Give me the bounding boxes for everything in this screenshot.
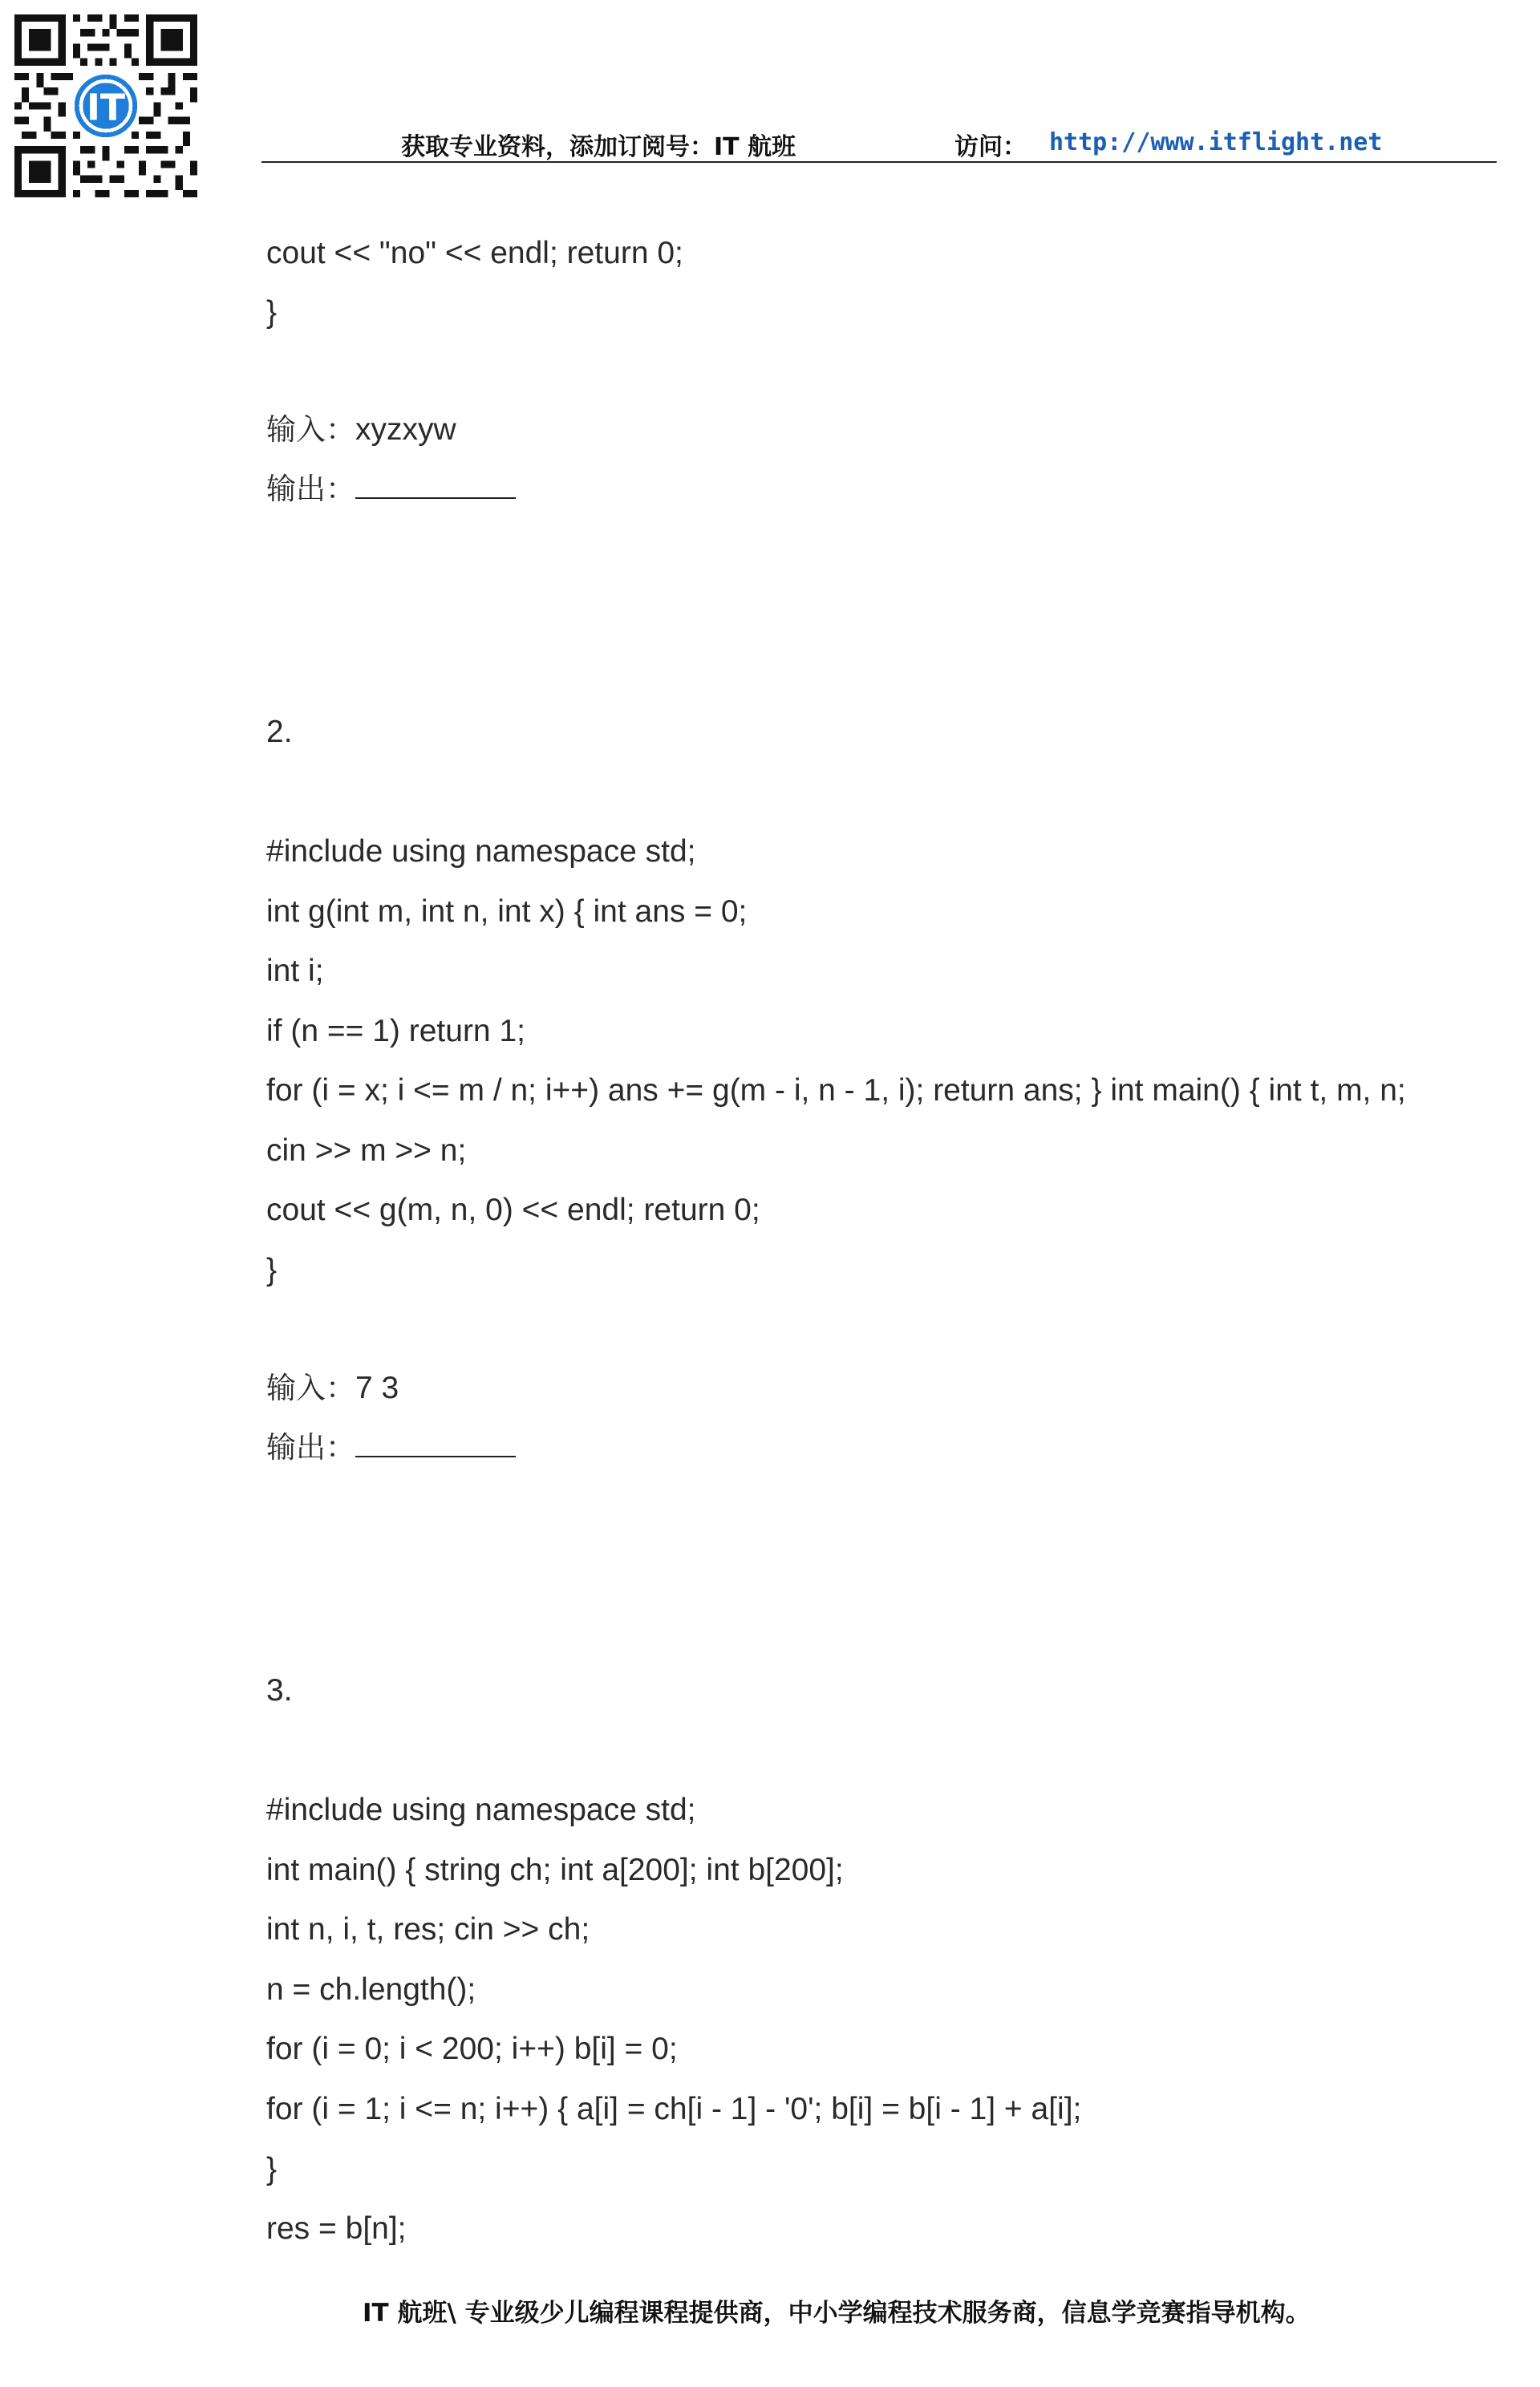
qr-code-icon — [14, 14, 197, 197]
answer-blank[interactable] — [355, 473, 516, 499]
answer-blank[interactable] — [355, 1432, 516, 1457]
code-line: } — [266, 295, 278, 330]
header-visit-label: 访问： — [954, 133, 1027, 161]
header-url-link[interactable]: http://www.itflight.net — [1049, 128, 1383, 156]
code-line: if (n == 1) return 1; — [266, 1014, 525, 1048]
code-line: for (i = x; i <= m / n; i++) ans += g(m - i, n - 1, i); return ans; } int main() { int t, m, n; — [266, 1073, 1406, 1108]
output-label: 输出： — [266, 472, 355, 506]
code-line: int i; — [266, 954, 324, 988]
code-line: } — [266, 1253, 278, 1287]
code-line: #include using namespace std; — [266, 1793, 696, 1827]
header-divider — [261, 161, 1497, 163]
qr-logo-text: IT — [86, 86, 126, 129]
question-number: 2. — [266, 715, 293, 749]
code-line: for (i = 0; i < 200; i++) b[i] = 0; — [266, 2032, 678, 2066]
input-label: 输入： — [266, 1371, 355, 1405]
code-line: int n, i, t, res; cin >> ch; — [266, 1912, 590, 1947]
code-line: cout << g(m, n, 0) << endl; return 0; — [266, 1193, 760, 1227]
output-line — [266, 1432, 516, 1463]
input-line — [266, 1372, 399, 1404]
question-number: 3. — [266, 1673, 293, 1708]
code-line: int main() { string ch; int a[200]; int b[200]; — [266, 1853, 844, 1887]
output-line — [266, 473, 516, 505]
output-label: 输出： — [266, 1430, 355, 1465]
code-line: for (i = 1; i <= n; i++) { a[i] = ch[i - 1] - '0'; b[i] = b[i - 1] + a[i]; — [266, 2092, 1082, 2126]
code-line: cin >> m >> n; — [266, 1133, 467, 1168]
code-line: res = b[n]; — [266, 2211, 407, 2246]
input-label: 输入： — [266, 412, 355, 447]
input-value: xyzxyw — [355, 412, 456, 447]
input-line — [266, 414, 456, 445]
input-value: 7 3 — [355, 1371, 399, 1405]
code-line: #include using namespace std; — [266, 834, 696, 869]
code-line: int g(int m, int n, int x) { int ans = 0; — [266, 894, 748, 929]
code-line: } — [266, 2152, 278, 2186]
code-line: cout << "no" << endl; return 0; — [266, 236, 683, 270]
header-tagline: 获取专业资料，添加订阅号：IT 航班 — [401, 133, 796, 161]
page-footer: IT 航班\ 专业级少儿编程课程提供商，中小学编程技术服务商，信息学竞赛指导机构。 — [363, 2299, 1311, 2328]
code-line: n = ch.length(); — [266, 1972, 476, 2007]
